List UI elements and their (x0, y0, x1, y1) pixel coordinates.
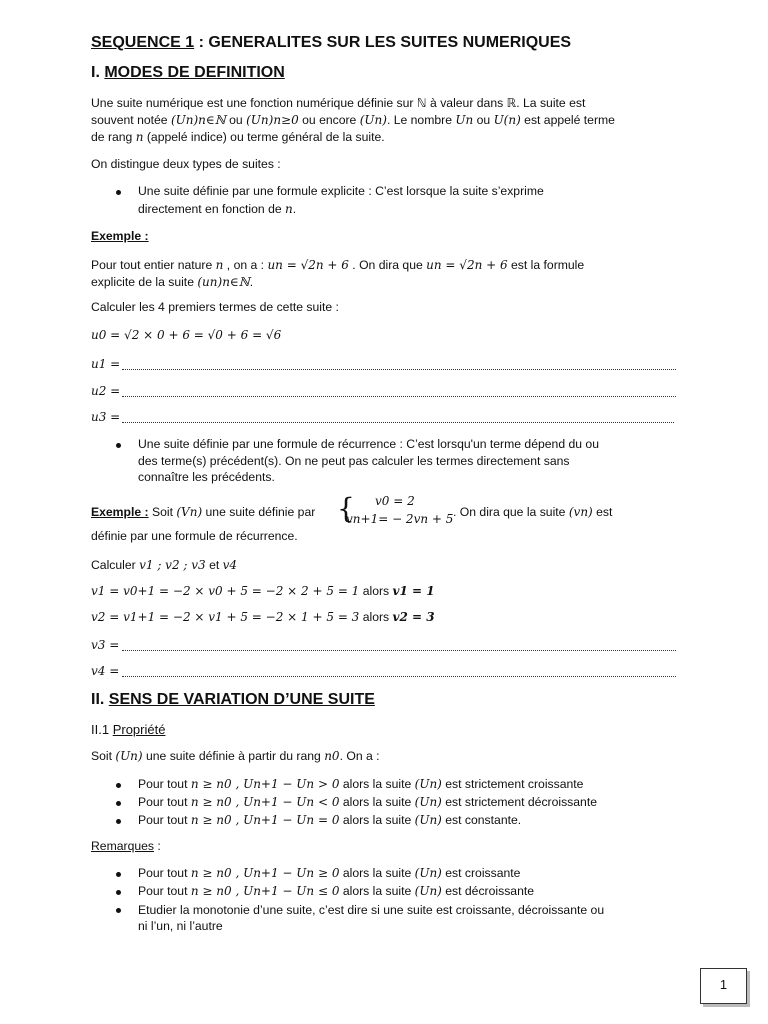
math-notation: (Un)n≥0 (246, 113, 299, 127)
text: Remarques (91, 839, 154, 853)
subsection-heading (91, 722, 165, 737)
math-formula: n ≥ n0 , Un+1 − Un ≤ 0 (190, 884, 340, 898)
math-notation: (Un) (414, 795, 442, 809)
example-2-line-1-end (453, 505, 612, 519)
text: de rang (91, 130, 136, 144)
text: et (205, 558, 223, 572)
text: Calculer (91, 558, 140, 572)
property-intro (91, 749, 380, 763)
example-2-line-1 (91, 505, 315, 519)
text: alors la suite (339, 813, 415, 827)
reals-symbol: ℝ (506, 96, 517, 110)
math-notation: (Un) (414, 866, 442, 880)
text: est constante. (441, 813, 522, 827)
math-notation: (vn) (568, 505, 593, 519)
text: alors la suite (339, 795, 415, 809)
math-notation: (Un) (414, 813, 442, 827)
section-1-title: MODES DE DEFINITION (104, 64, 285, 81)
example-1-line-2 (91, 275, 253, 289)
text: est décroissante (441, 884, 535, 898)
v1-result: v1 = 1 (392, 584, 435, 598)
text: alors la suite (339, 777, 415, 791)
math-formula: v2 = v1+1 = −2 × v1 + 5 = −2 × 1 + 5 = 3 (91, 610, 360, 624)
bullet-explicit-line-1: Une suite définie par une formule explicite : C’est lorsque la suite s’exprime (138, 184, 544, 198)
text: ou encore (298, 113, 360, 127)
u2-label: u2 = (91, 384, 121, 398)
definition-line-2 (91, 113, 615, 127)
math-formula: un = √2n + 6 (267, 258, 349, 272)
property-item (138, 813, 521, 827)
math-notation: U(n) (493, 113, 521, 127)
example-1-label (91, 229, 149, 243)
text: Une suite numérique est une fonction numérique définie sur (91, 96, 417, 110)
math-formula: n ≥ n0 , Un+1 − Un < 0 (190, 795, 340, 809)
text: , on a : (223, 258, 268, 272)
definition-line-3 (91, 130, 385, 144)
u1-label: u1 = (91, 357, 121, 371)
text: est strictement croissante (441, 777, 584, 791)
section-2-heading (91, 691, 375, 709)
text: alors (359, 584, 393, 598)
math-formula: n ≥ n0 , Un+1 − Un ≥ 0 (190, 866, 340, 880)
bullet-explicit-line-2 (138, 202, 296, 216)
u1-answer-line[interactable] (122, 369, 676, 370)
text: Soit (91, 749, 116, 763)
text: alors la suite (339, 884, 415, 898)
math-formula: un = √2n + 6 (426, 258, 508, 272)
example-1-line-1 (91, 258, 584, 272)
text: alors (359, 610, 393, 624)
v3-answer-line[interactable] (122, 650, 676, 651)
text: à valeur dans (426, 96, 507, 110)
text: . La suite est (516, 96, 586, 110)
calc-instruction-1: Calculer les 4 premiers termes de cette suite : (91, 300, 339, 314)
bullet (116, 443, 121, 448)
text: Exemple (91, 229, 145, 243)
text: . (292, 202, 297, 216)
text: directement en fonction de (138, 202, 286, 216)
text: Pour tout (138, 813, 191, 827)
text: est (592, 505, 613, 519)
math-notation: (un)n∈ℕ (197, 275, 250, 289)
text: une suite définie par (202, 505, 316, 519)
u0-computation: u0 = √2 × 0 + 6 = √0 + 6 = √6 (91, 328, 282, 342)
system-line-1: v0 = 2 (375, 494, 415, 508)
math-notation: (Un) (115, 749, 143, 763)
v2-computation (91, 610, 435, 624)
bullet (116, 908, 121, 913)
math-formula: v1 = v0+1 = −2 × v0 + 5 = −2 × 2 + 5 = 1 (91, 584, 360, 598)
text: (appelé indice) ou terme général de la suite. (143, 130, 385, 144)
definition-line-1 (91, 96, 585, 110)
u2-answer-line[interactable] (122, 396, 676, 397)
math-notation: n (215, 258, 224, 272)
text: : (144, 229, 149, 243)
v4-answer-line[interactable] (122, 676, 676, 677)
property-item (138, 777, 583, 791)
calc-instruction-2 (91, 558, 237, 572)
remarks-label (91, 839, 161, 853)
bullet (116, 801, 121, 806)
remark-item (138, 866, 520, 880)
document-title (91, 34, 571, 52)
math-formula: n ≥ n0 , Un+1 − Un = 0 (190, 813, 340, 827)
text: Pour tout entier nature (91, 258, 216, 272)
math-notation: v1 ; v2 ; v3 (139, 558, 206, 572)
page-number: 1 (700, 968, 747, 1004)
v2-result: v2 = 3 (392, 610, 435, 624)
bullet-recurrence-line-3: connaître les précédents. (138, 470, 275, 484)
text: . On dira que (348, 258, 427, 272)
v3-label: v3 = (91, 638, 120, 652)
section-1-heading (91, 64, 285, 82)
subsection-number: II.1 (91, 722, 113, 737)
remark-item (138, 884, 534, 898)
text: Pour tout (138, 777, 191, 791)
v4-label: v4 = (91, 664, 120, 678)
math-notation: v4 (222, 558, 238, 572)
system-brace: { (337, 492, 355, 525)
bullet-recurrence-line-2: des terme(s) précédent(s). On ne peut pas calculer les termes directement sans (138, 454, 570, 468)
bullet (116, 872, 121, 877)
example-2-line-2: définie par une formule de récurrence. (91, 529, 298, 543)
types-intro: On distingue deux types de suites : (91, 157, 281, 171)
math-notation: (Un) (414, 777, 442, 791)
bullet-recurrence-line-1: Une suite définie par une formule de récurrence : C’est lorsqu'un terme dépend du ou (138, 437, 599, 451)
text: : (154, 839, 161, 853)
text: est croissante (441, 866, 521, 880)
u3-label: u3 = (91, 410, 121, 424)
text: explicite de la suite (91, 275, 198, 289)
title-rest: : GENERALITES SUR LES SUITES NUMERIQUES (194, 34, 572, 51)
bullet (116, 190, 121, 195)
text: souvent notée (91, 113, 171, 127)
text: alors la suite (339, 866, 415, 880)
text: . On dira que la suite (453, 505, 569, 519)
title-prefix: SEQUENCE 1 (91, 34, 195, 51)
system-line-2: vn+1= − 2vn + 5 (346, 512, 454, 526)
text: Soit (148, 505, 177, 519)
math-notation: (Un) (359, 113, 387, 127)
section-1-number: I. (91, 64, 105, 81)
math-notation: Un (455, 113, 474, 127)
remark-monotonie-line-1: Etudier la monotonie d’une suite, c’est dire si une suite est croissante, décroissante ou (138, 903, 605, 917)
text: Pour tout (138, 866, 191, 880)
text: . On a : (339, 749, 380, 763)
remark-monotonie-line-2: ni l’un, ni l’autre (138, 919, 223, 933)
example-2-label: Exemple (91, 505, 145, 519)
section-2-number: II. (91, 691, 109, 708)
math-notation: n (135, 130, 144, 144)
bullet (116, 783, 121, 788)
v1-computation (91, 584, 435, 598)
property-item (138, 795, 597, 809)
math-formula: n ≥ n0 , Un+1 − Un > 0 (190, 777, 340, 791)
subsection-title: Propriété (112, 722, 166, 737)
text: . Le nombre (386, 113, 456, 127)
text: ou (225, 113, 247, 127)
math-notation: (Un)n∈ℕ (170, 113, 226, 127)
naturals-symbol: ℕ (416, 96, 427, 110)
text: Pour tout (138, 884, 191, 898)
u3-answer-line[interactable] (122, 422, 674, 423)
text: est appelé terme (520, 113, 615, 127)
text: ou (473, 113, 494, 127)
text: : (144, 505, 149, 519)
math-notation: n (285, 202, 293, 216)
text: est la formule (507, 258, 585, 272)
math-notation: n0 (324, 749, 340, 763)
math-notation: (Un) (414, 884, 442, 898)
text: est strictement décroissante (441, 795, 597, 809)
text: une suite définie à partir du rang (142, 749, 325, 763)
section-2-title: SENS DE VARIATION D’UNE SUITE (108, 691, 375, 708)
bullet (116, 890, 121, 895)
text: . (249, 275, 254, 289)
text: Pour tout (138, 795, 191, 809)
bullet (116, 819, 121, 824)
math-notation: (Vn) (176, 505, 203, 519)
